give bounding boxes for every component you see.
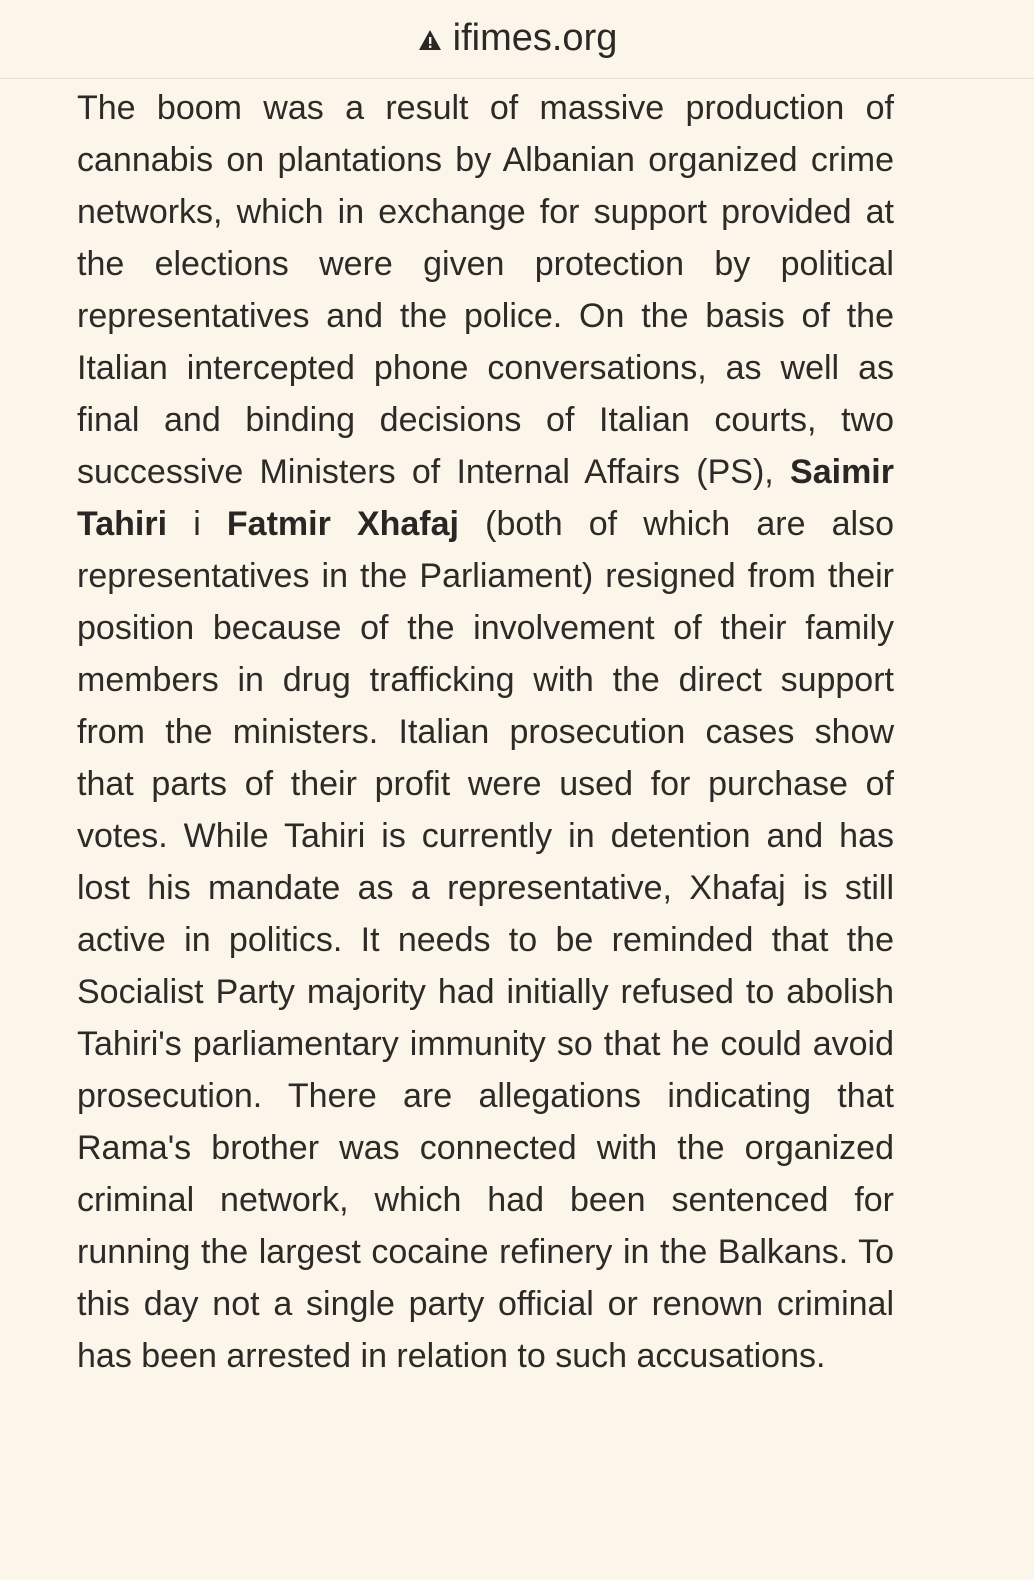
article-paragraph (77, 82, 894, 1382)
warning-triangle-icon (417, 27, 443, 53)
article-text-part-1: The boom was a result of massive production of cannabis on plantations by Albanian organized crime networks, which in exchange for support provided at the elections were given protection by political representatives and the police. On the basis of the Italian intercepted phone conversations, as well as final and binding decisions of Italian courts, two successive Ministers of Internal Affairs (PS), (77, 89, 894, 491)
domain-text: ifimes.org (452, 16, 618, 59)
article-text-part-2: (both of which are also representatives in the Parliament) resigned from their position because of the involvement of their family members in drug trafficking with the direct support from the ministers. Italian prosecution cases show that parts of their profit were used for purchase of votes. While Tahiri is currently in detention and has lost his mandate as a representative, Xhafaj is still active in politics. It needs to be reminded that the Socialist Party majority had initially refused to abolish Tahiri's parliamentary immunity so that he could avoid prosecution. There are allegations indicating that Rama's brother was connected with the organized criminal network, which had been sentenced for running the largest cocaine refinery in the Balkans. To this day not a single party official or renown criminal has been arrested in relation to such accusations. (77, 505, 894, 1375)
name-saimir-tahiri: Saimir Tahiri (77, 453, 894, 543)
browser-address-bar[interactable] (0, 0, 1034, 79)
domain-display[interactable] (417, 17, 618, 60)
article-text-connector: i (167, 505, 227, 543)
name-fatmir-xhafaj: Fatmir Xhafaj (226, 505, 459, 543)
